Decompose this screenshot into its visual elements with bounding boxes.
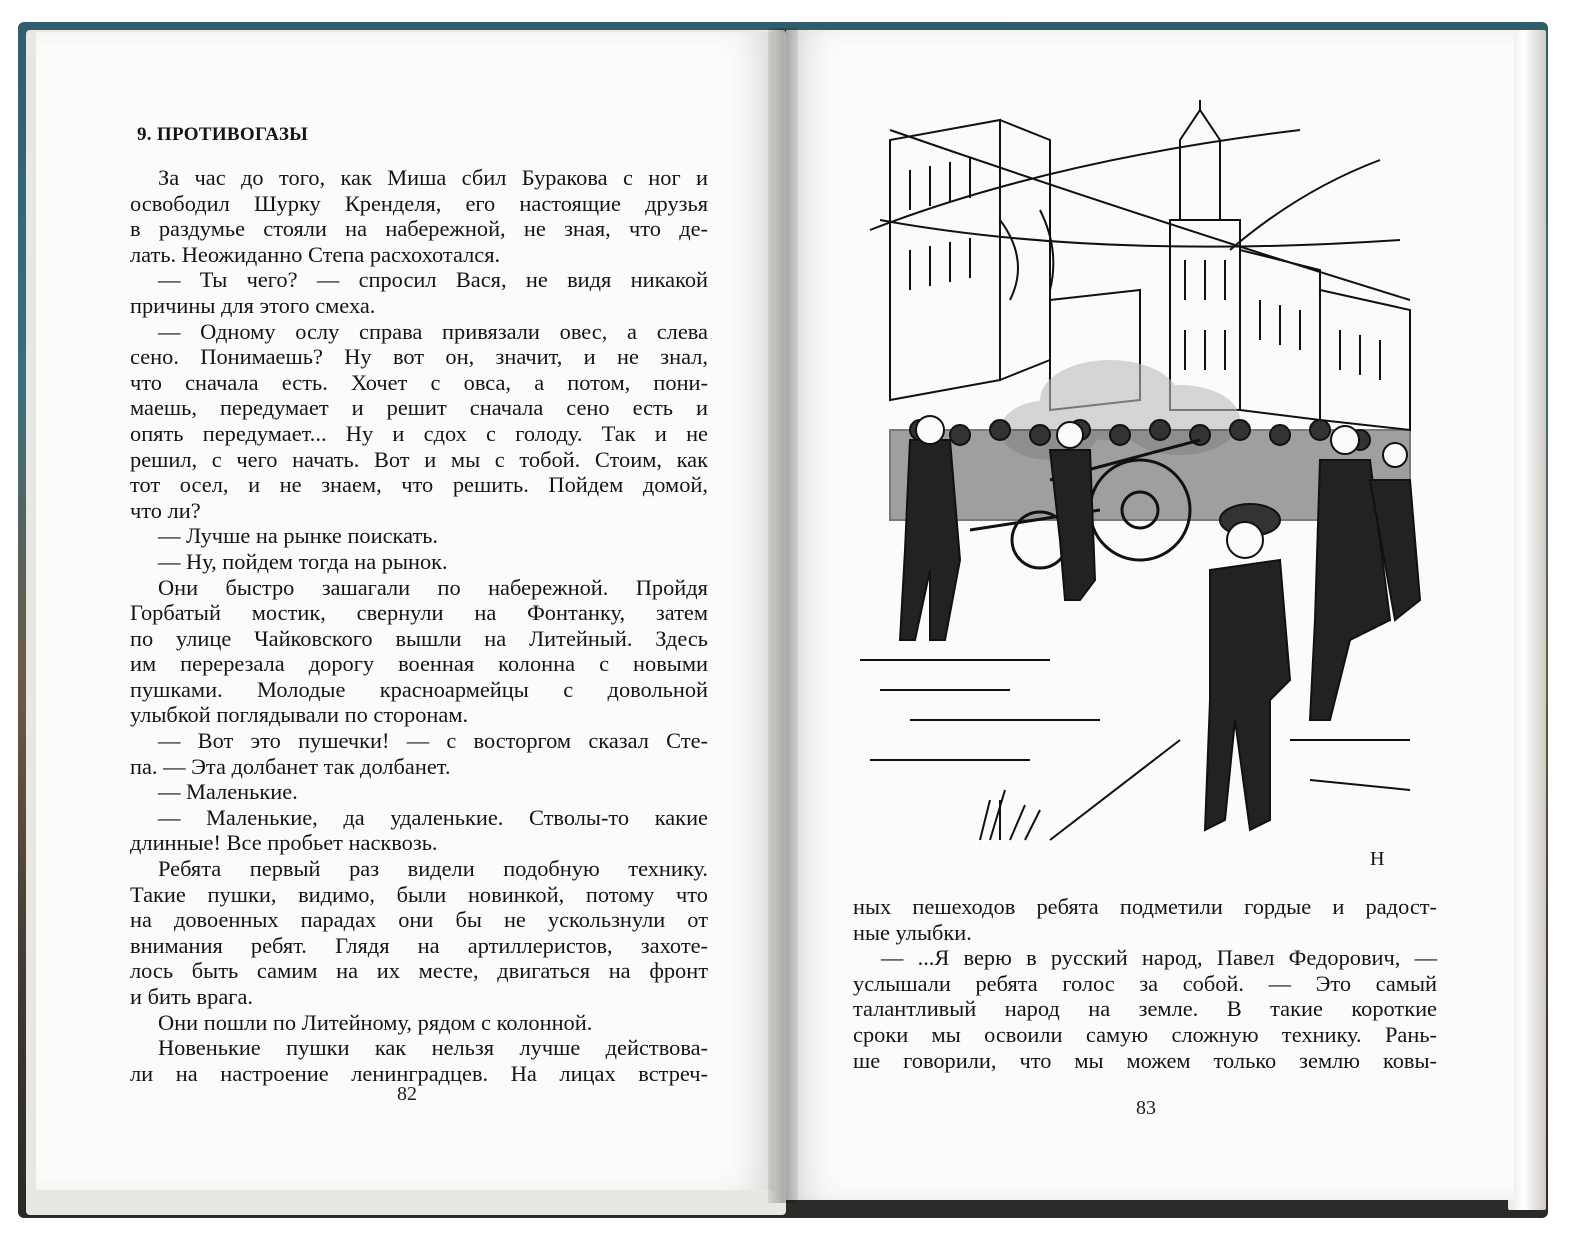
text-line: — Маленькие.	[158, 779, 298, 805]
text-line: пушками. Молодые красноармейцы с довольной	[130, 676, 708, 702]
text-line: Такие пушки, видимо, были новинкой, потому что	[130, 881, 708, 907]
text-line: причины для этого смеха.	[130, 292, 376, 318]
text-line: — Ты чего? — спросил Вася, не видя никакой	[158, 267, 708, 293]
text-line: сено. Понимаешь? Ну вот он, значит, и не знал,	[130, 344, 708, 370]
text-line: опять передумает... Ну и сдох с голоду. Так и не	[130, 420, 708, 446]
text-line: услышали ребята голос за собой. — Это самый	[853, 970, 1437, 996]
text-line: Они пошли по Литейному, рядом с колонной.	[158, 1009, 593, 1035]
chapter-title: 9. ПРОТИВОГАЗЫ	[137, 124, 309, 145]
text-line: — Маленькие, да удаленькие. Стволы-то какие	[158, 804, 708, 830]
text-line: ные улыбки.	[853, 919, 972, 945]
text-line: — Вот это пушечки! — с восторгом сказал Сте-	[158, 728, 708, 754]
text-line: Горбатый мостик, свернули на Фонтанку, затем	[130, 600, 708, 626]
text-line: — ...Я верю в русский народ, Павел Федорович, —	[881, 945, 1437, 971]
text-line: по улице Чайковского вышли на Литейный. Здесь	[130, 625, 708, 651]
page-number-left: 82	[397, 1083, 417, 1105]
illustration-signature: Н	[1370, 848, 1385, 870]
page-number-right: 83	[1136, 1097, 1156, 1119]
text-line: лать. Неожиданно Степа расхохотался.	[130, 241, 501, 267]
text-line: — Одному ослу справа привязали овес, а слева	[158, 318, 708, 344]
text-line: ли на настроение ленинградцев. На лицах встреч-	[130, 1060, 708, 1086]
right-page-text	[853, 894, 1437, 1073]
text-line: что ли?	[130, 497, 201, 523]
left-page-text	[130, 165, 708, 1086]
text-line: внимания ребят. Глядя на артиллеристов, захоте-	[130, 932, 708, 958]
book-gutter	[768, 28, 798, 1203]
text-line: — Ну, пойдем тогда на рынок.	[158, 548, 448, 574]
text-line: маешь, передумает и решит сначала сено есть и	[130, 395, 708, 421]
text-line: лось быть самим на их месте, двигаться на фронт	[130, 958, 708, 984]
text-line: улыбкой поглядывали по сторонам.	[130, 702, 469, 728]
text-line: сроки мы освоили самую сложную технику. Рань-	[853, 1021, 1437, 1047]
text-line: тот осел, и не знаем, что решить. Пойдем домой,	[130, 472, 708, 498]
text-line: решил, с чего начать. Вот и мы с тобой. Стоим, как	[130, 446, 708, 472]
text-line: па. — Эта долбанет так долбанет.	[130, 753, 451, 779]
text-line: длинные! Все пробьет насквозь.	[130, 830, 438, 856]
text-line: им перерезала дорогу военная колонна с новыми	[130, 651, 708, 677]
text-line: на довоенных парадах они бы не ускользнули от	[130, 907, 708, 933]
text-line: и бить врага.	[130, 984, 253, 1009]
text-line: — Лучше на рынке поискать.	[158, 523, 439, 549]
text-line: Ребята первый раз видели подобную технику.	[158, 856, 708, 882]
street-illustration	[850, 100, 1425, 880]
text-line: ных пешеходов ребята подметили гордые и радост-	[853, 894, 1437, 919]
text-line: освободил Шурку Кренделя, его настоящие друзья	[130, 190, 708, 216]
text-line: Они быстро зашагали по набережной. Пройдя	[158, 574, 708, 600]
text-line: в раздумье стояли на набережной, не зная, что де-	[130, 216, 708, 242]
text-line: талантливый народ на земле. В такие короткие	[853, 996, 1437, 1022]
text-line: Новенькие пушки как нельзя лучше действова-	[158, 1035, 708, 1061]
text-line: что сначала есть. Хочет с овса, а потом, пони-	[130, 369, 708, 395]
text-line: За час до того, как Миша сбил Буракова с ног и	[158, 165, 708, 190]
text-line: ше говорили, что мы можем только землю ковы-	[853, 1047, 1437, 1073]
